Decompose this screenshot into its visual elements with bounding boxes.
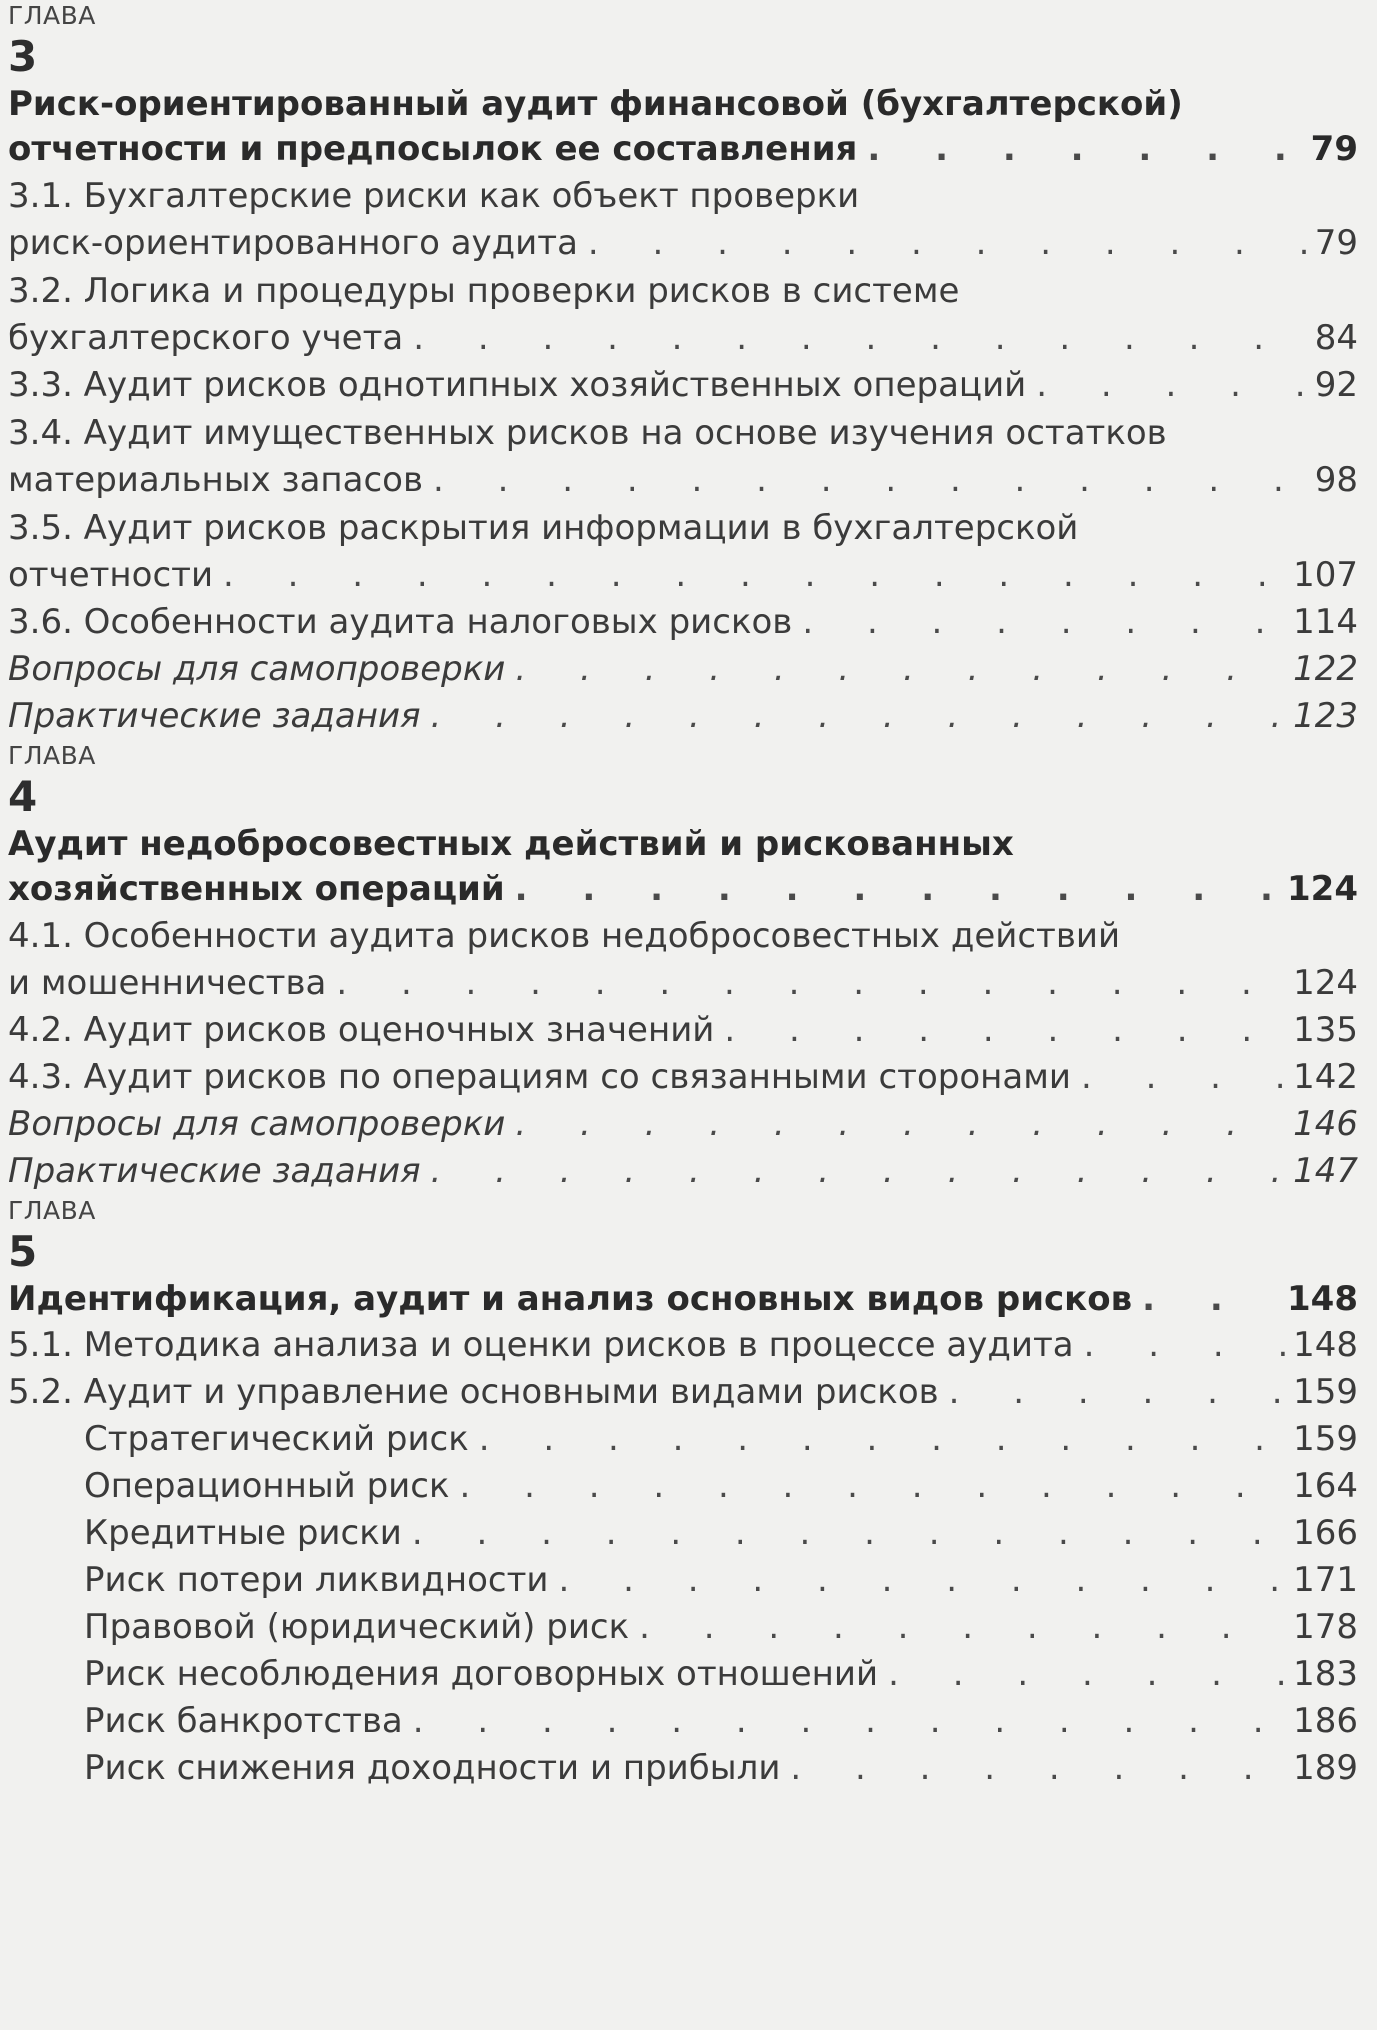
entry-line bbox=[8, 1322, 1358, 1369]
entry-title-line bbox=[8, 172, 1358, 220]
page-number: 142 bbox=[1293, 1057, 1358, 1097]
toc-entry[interactable] bbox=[8, 409, 1358, 504]
toc-entry[interactable] bbox=[8, 693, 1358, 740]
page-number: 171 bbox=[1293, 1560, 1358, 1600]
chapter-label: ГЛАВА bbox=[8, 1, 96, 30]
entry-title-text: Правовой (юридический) риск bbox=[84, 1607, 630, 1647]
entry-title-line bbox=[8, 822, 1358, 867]
entry-title-text: Кредитные риски bbox=[84, 1513, 402, 1553]
entry-line bbox=[8, 646, 1358, 693]
dot-leader bbox=[505, 646, 1285, 693]
chapter-number: 5 bbox=[8, 1227, 38, 1276]
toc-subentry[interactable] bbox=[8, 1651, 1358, 1698]
page-number: 124 bbox=[1293, 963, 1358, 1003]
chapter-label: ГЛАВА bbox=[8, 741, 96, 770]
toc-subentry[interactable] bbox=[8, 1416, 1358, 1463]
entry-title-text: хозяйственных операций bbox=[8, 869, 505, 909]
entry-title-text: материальных запасов bbox=[8, 460, 424, 500]
toc-entry[interactable] bbox=[8, 912, 1358, 1007]
entry-title-text: отчетности bbox=[8, 555, 214, 595]
chapter-heading-entry[interactable] bbox=[8, 82, 1358, 172]
entry-title-line bbox=[8, 912, 1358, 960]
dot-leader bbox=[857, 127, 1302, 172]
entry-title-text: 3.2. Логика и процедуры проверки рисков в системе bbox=[8, 271, 960, 311]
entry-title-text: отчетности и предпосылок ее составления bbox=[8, 129, 858, 169]
entry-title-text: 4.2. Аудит рисков оценочных значений bbox=[8, 1010, 715, 1050]
entry-title-text: Практические задания bbox=[8, 1151, 421, 1191]
entry-line bbox=[8, 1745, 1358, 1792]
chapter-heading-entry[interactable] bbox=[8, 1277, 1358, 1322]
entry-title-line bbox=[8, 82, 1358, 127]
dot-leader bbox=[213, 552, 1285, 599]
page-number: 189 bbox=[1293, 1748, 1358, 1788]
entry-line bbox=[8, 362, 1358, 409]
entry-title-text: Стратегический риск bbox=[84, 1419, 469, 1459]
dot-leader bbox=[403, 1698, 1285, 1745]
page-number: 79 bbox=[1310, 129, 1358, 169]
entry-line bbox=[8, 1007, 1358, 1054]
toc-subentry[interactable] bbox=[8, 1557, 1358, 1604]
toc-subentry[interactable] bbox=[8, 1463, 1358, 1510]
dot-leader bbox=[421, 693, 1286, 740]
entry-title-text: Риск-ориентированный аудит финансовой (бухгалтерской) bbox=[8, 84, 1183, 124]
page-number: 147 bbox=[1293, 1151, 1358, 1191]
dot-leader bbox=[1074, 1322, 1285, 1369]
toc-entry[interactable] bbox=[8, 1054, 1358, 1101]
dot-leader bbox=[403, 315, 1307, 362]
entry-title-text: Операционный риск bbox=[84, 1466, 450, 1506]
dot-leader bbox=[326, 960, 1285, 1007]
page-number: 107 bbox=[1293, 555, 1358, 595]
dot-leader bbox=[780, 1745, 1285, 1792]
entry-line bbox=[8, 1369, 1358, 1416]
entry-title-line bbox=[8, 504, 1358, 552]
entry-title-text: 3.3. Аудит рисков однотипных хозяйственных операций bbox=[8, 365, 1027, 405]
entry-line bbox=[8, 1101, 1358, 1148]
toc-entry[interactable] bbox=[8, 267, 1358, 362]
toc-entry[interactable] bbox=[8, 599, 1358, 646]
chapter-heading-entry[interactable] bbox=[8, 822, 1358, 912]
dot-leader bbox=[423, 457, 1307, 504]
entry-title-text: Практические задания bbox=[8, 696, 421, 736]
page-number: 148 bbox=[1293, 1325, 1358, 1365]
entry-title-line bbox=[8, 267, 1358, 315]
entry-line bbox=[8, 457, 1358, 504]
page-number: 98 bbox=[1314, 460, 1358, 500]
entry-title-text: Риск потери ликвидности bbox=[84, 1560, 549, 1600]
chapter-section bbox=[8, 0, 1358, 740]
entry-line bbox=[8, 1651, 1358, 1698]
toc-entry[interactable] bbox=[8, 1322, 1358, 1369]
page-number: 159 bbox=[1293, 1419, 1358, 1459]
dot-leader bbox=[878, 1651, 1285, 1698]
entry-line bbox=[8, 1463, 1358, 1510]
dot-leader bbox=[1071, 1054, 1285, 1101]
entry-title-text: риск-ориентированного аудита bbox=[8, 223, 578, 263]
entry-line bbox=[8, 1698, 1358, 1745]
page-number: 178 bbox=[1293, 1607, 1358, 1647]
entry-line bbox=[8, 1604, 1358, 1651]
entry-line bbox=[8, 693, 1358, 740]
toc-entry[interactable] bbox=[8, 504, 1358, 599]
dot-leader bbox=[469, 1416, 1285, 1463]
page-number: 164 bbox=[1293, 1466, 1358, 1506]
entry-title-text: Риск снижения доходности и прибыли bbox=[84, 1748, 781, 1788]
toc-entry[interactable] bbox=[8, 1101, 1358, 1148]
entry-title-text: Идентификация, аудит и анализ основных видов рисков bbox=[8, 1279, 1133, 1319]
toc-entry[interactable] bbox=[8, 362, 1358, 409]
dot-leader bbox=[629, 1604, 1285, 1651]
entry-title-text: Риск несоблюдения договорных отношений bbox=[84, 1654, 879, 1694]
chapter-section bbox=[8, 740, 1358, 1195]
entry-line bbox=[8, 1148, 1358, 1195]
entry-line bbox=[8, 599, 1358, 646]
chapter-label: ГЛАВА bbox=[8, 1196, 96, 1225]
page-number: 166 bbox=[1293, 1513, 1358, 1553]
entry-title-line bbox=[8, 409, 1358, 457]
entry-title-text: 3.1. Бухгалтерские риски как объект проверки bbox=[8, 176, 860, 216]
page-number: 123 bbox=[1293, 696, 1358, 736]
toc-entry[interactable] bbox=[8, 1148, 1358, 1195]
entry-line bbox=[8, 220, 1358, 267]
entry-title-text: 3.5. Аудит рисков раскрытия информации в бухгалтерской bbox=[8, 508, 1079, 548]
entry-line bbox=[8, 960, 1358, 1007]
toc-subentry[interactable] bbox=[8, 1698, 1358, 1745]
dot-leader bbox=[578, 220, 1307, 267]
toc-subentry[interactable] bbox=[8, 1604, 1358, 1651]
entry-title-text: 4.1. Особенности аудита рисков недобросовестных действий bbox=[8, 916, 1121, 956]
dot-leader bbox=[402, 1510, 1285, 1557]
entry-line bbox=[8, 127, 1358, 172]
entry-line bbox=[8, 1510, 1358, 1557]
entry-line bbox=[8, 1054, 1358, 1101]
toc-entry[interactable] bbox=[8, 1007, 1358, 1054]
dot-leader bbox=[505, 867, 1279, 912]
dot-leader bbox=[792, 599, 1285, 646]
entry-title-text: 5.1. Методика анализа и оценки рисков в процессе аудита bbox=[8, 1325, 1074, 1365]
dot-leader bbox=[421, 1148, 1286, 1195]
chapter-section bbox=[8, 1195, 1358, 1792]
entry-line bbox=[8, 1416, 1358, 1463]
entry-line bbox=[8, 1277, 1358, 1322]
entry-title-text: Аудит недобросовестных действий и рискованных bbox=[8, 824, 1014, 864]
dot-leader bbox=[449, 1463, 1285, 1510]
chapter-number: 4 bbox=[8, 772, 38, 821]
entry-title-text: 5.2. Аудит и управление основными видами рисков bbox=[8, 1372, 939, 1412]
entry-line bbox=[8, 315, 1358, 362]
toc-entry[interactable] bbox=[8, 1369, 1358, 1416]
entry-title-text: Вопросы для самопроверки bbox=[8, 649, 506, 689]
page-number: 92 bbox=[1314, 365, 1358, 405]
entry-title-text: Риск банкротства bbox=[84, 1701, 403, 1741]
dot-leader bbox=[714, 1007, 1285, 1054]
dot-leader bbox=[549, 1557, 1286, 1604]
entry-title-text: бухгалтерского учета bbox=[8, 318, 404, 358]
entry-title-text: Вопросы для самопроверки bbox=[8, 1104, 506, 1144]
page-number: 122 bbox=[1293, 649, 1358, 689]
table-of-contents bbox=[8, 0, 1358, 1792]
entry-line bbox=[8, 867, 1358, 912]
toc-entry[interactable] bbox=[8, 172, 1358, 267]
page-number: 186 bbox=[1293, 1701, 1358, 1741]
dot-leader bbox=[505, 1101, 1285, 1148]
page-number: 183 bbox=[1293, 1654, 1358, 1694]
dot-leader bbox=[939, 1369, 1285, 1416]
page-number: 114 bbox=[1293, 602, 1358, 642]
page-number: 159 bbox=[1293, 1372, 1358, 1412]
page-number: 79 bbox=[1314, 223, 1358, 263]
page-number: 124 bbox=[1287, 869, 1358, 909]
entry-title-text: и мошенничества bbox=[8, 963, 327, 1003]
page-number: 146 bbox=[1293, 1104, 1358, 1144]
entry-title-text: 3.4. Аудит имущественных рисков на основе изучения остатков bbox=[8, 413, 1167, 453]
entry-title-text: 3.6. Особенности аудита налоговых рисков bbox=[8, 602, 793, 642]
toc-subentry[interactable] bbox=[8, 1510, 1358, 1557]
toc-subentry[interactable] bbox=[8, 1745, 1358, 1792]
entry-title-text: 4.3. Аудит рисков по операциям со связанными сторонами bbox=[8, 1057, 1071, 1097]
dot-leader bbox=[1132, 1277, 1279, 1322]
toc-entry[interactable] bbox=[8, 646, 1358, 693]
page-number: 135 bbox=[1293, 1010, 1358, 1050]
chapter-number: 3 bbox=[8, 32, 38, 81]
page-number: 84 bbox=[1314, 318, 1358, 358]
entry-line bbox=[8, 1557, 1358, 1604]
entry-line bbox=[8, 552, 1358, 599]
dot-leader bbox=[1026, 362, 1306, 409]
page-number: 148 bbox=[1287, 1279, 1358, 1319]
